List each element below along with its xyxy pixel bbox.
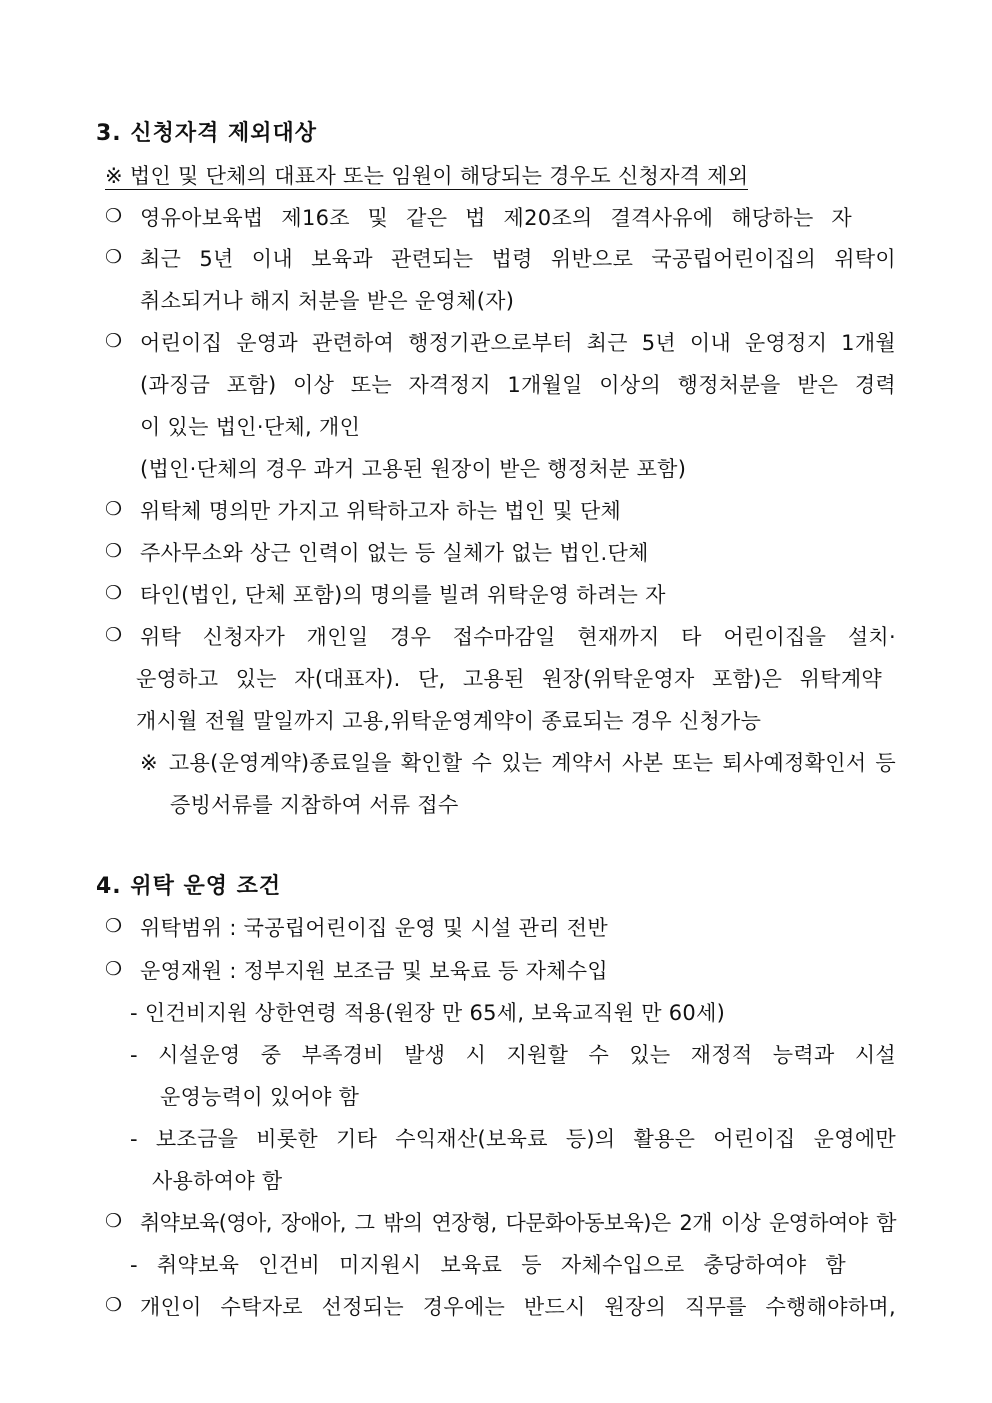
section-3-note-text: ※ 법인 및 단체의 대표자 또는 임원이 해당되는 경우도 신청자격 제외 <box>105 164 749 188</box>
subnote-line-1: ※ 고용(운영계약)종료일을 확인할 수 있는 계약서 사본 또는 퇴사예정확인서 등 <box>140 751 896 775</box>
condition-funding-sub-2-line-1: - 시설운영 중 부족경비 발생 시 지원할 수 있는 재정적 능력과 시설 <box>130 1043 896 1067</box>
exclusion-item-3-line-2: (과징금 포함) 이상 또는 자격정지 1개월일 이상의 행정처분을 받은 경력 <box>140 373 896 397</box>
bullet-icon: ❍ <box>105 582 123 604</box>
bullet-icon: ❍ <box>105 540 123 562</box>
condition-funding-sub-2-line-2: 운영능력이 있어야 함 <box>160 1085 360 1109</box>
exclusion-item-3-line-3: 이 있는 법인·단체, 개인 <box>140 415 361 439</box>
exclusion-item-7-line-2: 운영하고 있는 자(대표자). 단, 고용된 원장(위탁운영자 포함)은 위탁계약 <box>136 667 882 691</box>
exclusion-item-2-line-1: 최근 5년 이내 보육과 관련되는 법령 위반으로 국공립어린이집의 위탁이 <box>140 247 896 271</box>
section-3-heading: 3. 신청자격 제외대상 <box>96 121 317 146</box>
bullet-icon: ❍ <box>105 205 123 227</box>
exclusion-item-2-line-2: 취소되거나 해지 처분을 받은 운영체(자) <box>140 289 515 313</box>
condition-funding: 운영재원 : 정부지원 보조금 및 보육료 등 자체수입 <box>140 959 608 983</box>
exclusion-item-6: 타인(법인, 단체 포함)의 명의를 빌려 위탁운영 하려는 자 <box>140 583 666 607</box>
bullet-icon: ❍ <box>105 246 123 268</box>
bullet-icon: ❍ <box>105 1210 123 1232</box>
exclusion-item-7-line-1: 위탁 신청자가 개인일 경우 접수마감일 현재까지 타 어린이집을 설치· <box>140 625 896 649</box>
bullet-icon: ❍ <box>105 958 123 980</box>
section-4-heading: 4. 위탁 운영 조건 <box>96 874 282 899</box>
condition-funding-sub-3-line-1: - 보조금을 비롯한 기타 수익재산(보육료 등)의 활용은 어린이집 운영에만 <box>130 1127 896 1151</box>
bullet-icon: ❍ <box>105 498 123 520</box>
exclusion-item-7-line-3: 개시월 전월 말일까지 고용,위탁운영계약이 종료되는 경우 신청가능 <box>136 709 762 733</box>
subnote-line-2: 증빙서류를 지참하여 서류 접수 <box>170 793 459 817</box>
condition-funding-sub-1: - 인건비지원 상한연령 적용(원장 만 65세, 보육교직원 만 60세) <box>130 1001 726 1025</box>
condition-funding-sub-3-line-2: 사용하여야 함 <box>152 1169 283 1193</box>
section-3-note <box>105 160 748 190</box>
bullet-icon: ❍ <box>105 624 123 646</box>
exclusion-item-3-line-4: (법인·단체의 경우 과거 고용된 원장이 받은 행정처분 포함) <box>140 457 687 481</box>
condition-individual-trustee: 개인이 수탁자로 선정되는 경우에는 반드시 원장의 직무를 수행해야하며, <box>140 1295 896 1319</box>
exclusion-item-5: 주사무소와 상근 인력이 없는 등 실체가 없는 법인.단체 <box>140 541 649 565</box>
bullet-icon: ❍ <box>105 1294 123 1316</box>
condition-vulnerable-care-sub: - 취약보육 인건비 미지원시 보육료 등 자체수입으로 충당하여야 함 <box>130 1253 846 1277</box>
exclusion-item-4: 위탁체 명의만 가지고 위탁하고자 하는 법인 및 단체 <box>140 499 622 523</box>
bullet-icon: ❍ <box>105 330 123 352</box>
exclusion-item-3-line-1: 어린이집 운영과 관련하여 행정기관으로부터 최근 5년 이내 운영정지 1개월 <box>140 331 896 355</box>
exclusion-item-1: 영유아보육법 제16조 및 같은 법 제20조의 결격사유에 해당하는 자 <box>140 206 852 230</box>
bullet-icon: ❍ <box>105 915 123 937</box>
condition-vulnerable-care: 취약보육(영아, 장애아, 그 밖의 연장형, 다문화아동보육)은 2개 이상 운영하여야 함 <box>140 1211 896 1235</box>
condition-scope: 위탁범위 : 국공립어린이집 운영 및 시설 관리 전반 <box>140 916 608 940</box>
